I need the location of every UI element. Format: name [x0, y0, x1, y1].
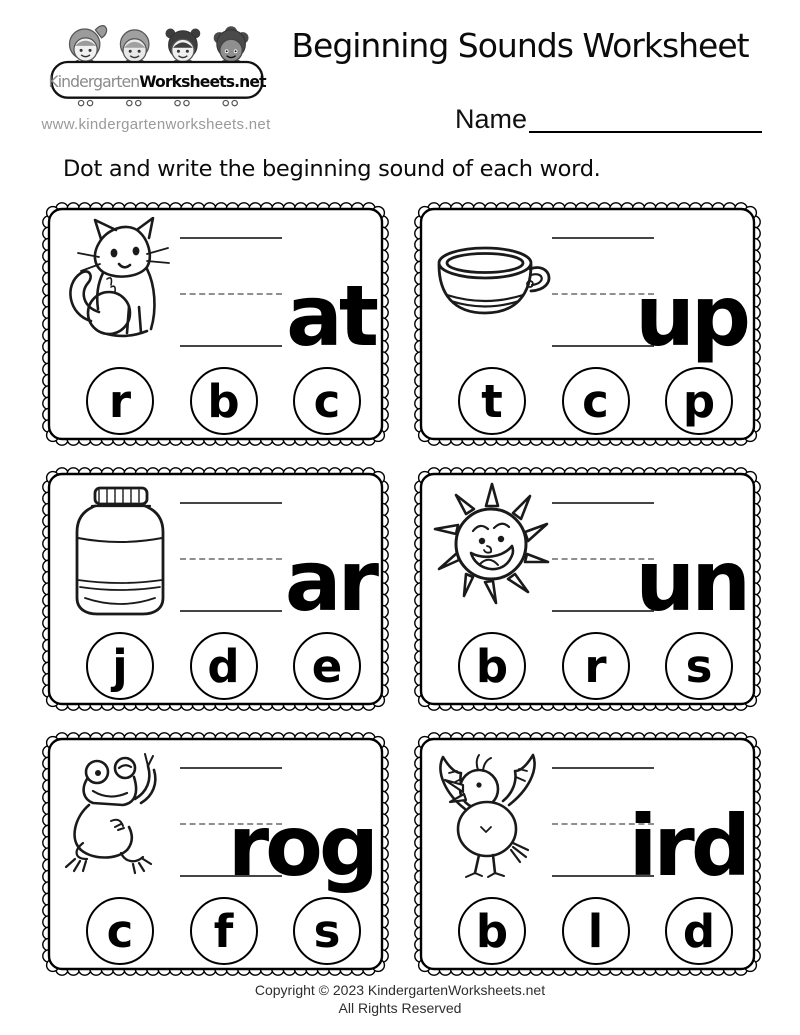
worksheet-card-bird — [410, 728, 765, 980]
name-write-line[interactable] — [529, 103, 762, 133]
letter-choices — [458, 897, 733, 967]
choice-letter: c — [313, 374, 341, 428]
word-ending: ar — [284, 532, 375, 630]
worksheet-card-jar — [38, 463, 393, 715]
word-ending: up — [635, 267, 747, 365]
name-label: Name — [455, 104, 528, 134]
worksheet-card-sun — [410, 463, 765, 715]
instruction-text: Dot and write the beginning sound of each word. — [63, 156, 601, 182]
letter-choice-s[interactable] — [665, 632, 733, 700]
writing-line-top — [552, 767, 654, 769]
letter-choice-t[interactable] — [458, 367, 526, 435]
logo-wordmark — [48, 73, 267, 91]
letter-choices — [458, 367, 733, 437]
image-slot — [425, 747, 559, 887]
writing-lines — [552, 767, 749, 895]
cat-image — [53, 217, 187, 357]
writing-lines — [552, 237, 749, 365]
choice-letter: s — [313, 904, 341, 958]
word-ending: at — [286, 267, 375, 365]
choice-letter: s — [685, 639, 713, 693]
choice-letter: r — [584, 639, 607, 693]
letter-choice-b[interactable] — [458, 632, 526, 700]
choice-letter: b — [475, 639, 509, 693]
letter-choice-c[interactable] — [293, 367, 361, 435]
card-inner — [421, 209, 754, 439]
choice-letter: b — [475, 904, 509, 958]
writing-line-top — [552, 502, 654, 504]
logo-text-black: Worksheets.net — [139, 73, 266, 91]
letter-choices — [86, 632, 361, 702]
writing-line-top — [180, 502, 282, 504]
card-inner — [421, 739, 754, 969]
sun-image — [425, 482, 559, 622]
card-inner — [421, 474, 754, 704]
letter-choice-e[interactable] — [293, 632, 361, 700]
frog-image — [53, 747, 187, 887]
choice-letter: c — [106, 904, 134, 958]
letter-choice-b[interactable] — [190, 367, 258, 435]
choice-letter: t — [481, 374, 503, 428]
worksheet-card-frog — [38, 728, 393, 980]
writing-line-middle-dashed — [180, 558, 282, 560]
copyright-text: Copyright © 2023 KindergartenWorksheets.net — [254, 982, 546, 998]
letter-write-blank[interactable] — [180, 610, 282, 612]
choice-letter: j — [112, 639, 128, 693]
writing-line-top — [552, 237, 654, 239]
writing-lines — [180, 237, 377, 365]
logo-feet — [78, 100, 237, 105]
letter-choices — [458, 632, 733, 702]
image-slot — [53, 482, 187, 622]
image-slot — [425, 482, 559, 622]
writing-line-top — [180, 237, 282, 239]
writing-lines — [552, 502, 749, 630]
writing-line-middle-dashed — [180, 293, 282, 295]
choice-letter: l — [587, 904, 604, 958]
jar-image — [53, 482, 187, 622]
choice-letter: b — [207, 374, 240, 428]
website-url: www.kindergartenworksheets.net — [41, 116, 271, 133]
kindergartenworksheets-logo — [36, 12, 278, 112]
letter-choice-b[interactable] — [458, 897, 526, 965]
letter-choice-r[interactable] — [86, 367, 154, 435]
letter-choice-c[interactable] — [86, 897, 154, 965]
word-ending: ird — [628, 797, 747, 895]
choice-letter: d — [682, 904, 716, 958]
writing-lines — [180, 767, 377, 895]
image-slot — [53, 217, 187, 357]
word-ending: rog — [227, 797, 375, 895]
image-slot — [53, 747, 187, 887]
letter-write-blank[interactable] — [180, 345, 282, 347]
letter-choice-d[interactable] — [190, 632, 258, 700]
card-inner — [49, 209, 382, 439]
image-slot — [425, 217, 559, 357]
letter-choice-f[interactable] — [190, 897, 258, 965]
choice-letter: f — [213, 904, 234, 958]
letter-choices — [86, 367, 361, 437]
worksheet-card-cup — [410, 198, 765, 450]
rights-text: All Rights Reserved — [338, 1000, 462, 1017]
cup-image — [425, 217, 559, 357]
bird-image — [425, 747, 559, 887]
choice-letter: p — [682, 374, 716, 428]
letter-choice-p[interactable] — [665, 367, 733, 435]
cards-grid — [38, 198, 765, 980]
card-inner — [49, 739, 382, 969]
footer — [0, 981, 800, 1017]
name-field-row — [455, 103, 762, 133]
worksheet-card-cat — [38, 198, 393, 450]
writing-line-top — [180, 767, 282, 769]
writing-lines — [180, 502, 377, 630]
choice-letter: r — [108, 374, 132, 428]
choice-letter: e — [311, 639, 343, 693]
logo-text-gray: Kindergarten — [48, 73, 140, 91]
choice-letter: d — [207, 639, 240, 693]
letter-choice-c[interactable] — [562, 367, 630, 435]
letter-choice-j[interactable] — [86, 632, 154, 700]
letter-choice-l[interactable] — [562, 897, 630, 965]
choice-letter: c — [582, 374, 609, 428]
page-title: Beginning Sounds Worksheet — [291, 26, 749, 65]
letter-choice-r[interactable] — [562, 632, 630, 700]
kids-illustration — [70, 26, 249, 62]
word-ending: un — [635, 532, 747, 630]
card-inner — [49, 474, 382, 704]
letter-choice-d[interactable] — [665, 897, 733, 965]
letter-choices — [86, 897, 361, 967]
letter-choice-s[interactable] — [293, 897, 361, 965]
